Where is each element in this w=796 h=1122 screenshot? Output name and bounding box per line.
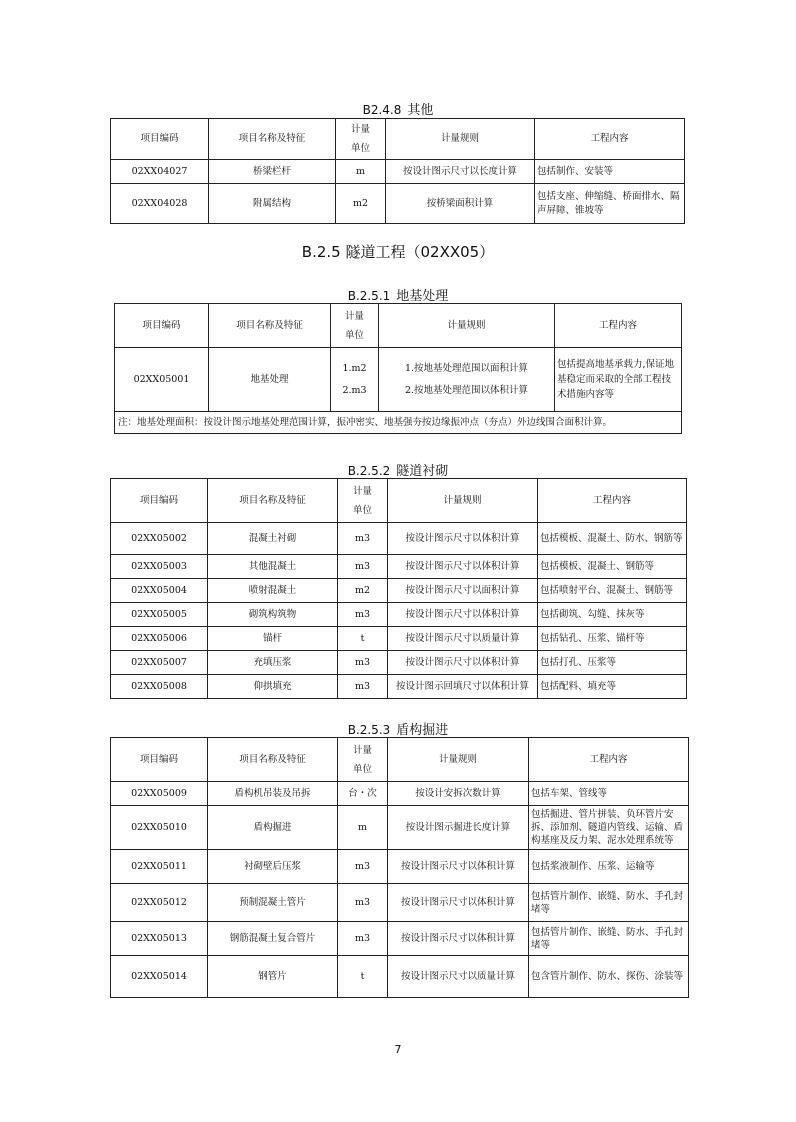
table-cell: 02XX04028 bbox=[111, 184, 209, 224]
caption-b252: B.2.5.2 隧道衬砌 bbox=[347, 464, 449, 479]
caption-b251: B.2.5.1 地基处理 bbox=[347, 289, 449, 304]
table-cell: 02XX05005 bbox=[111, 603, 208, 627]
table-cell: 包括模板、混凝土、防水、钢筋等 bbox=[538, 523, 687, 555]
table-header bbox=[111, 479, 687, 523]
table-cell: 计量 单位 bbox=[336, 119, 386, 160]
table-row bbox=[111, 782, 689, 806]
table-cell: 按设计图示尺寸以体积计算 bbox=[388, 603, 538, 627]
table-cell: 台・次 bbox=[338, 782, 388, 806]
table-cell: 按设计图示回填尺寸以体积计算 bbox=[388, 675, 538, 699]
table-cell: 包括提高地基承载力,保证地基稳定而采取的全部工程技术措施内容等 bbox=[555, 348, 682, 412]
table-cell: 衬砌壁后压浆 bbox=[208, 850, 338, 884]
table-header bbox=[111, 119, 685, 160]
table-row bbox=[111, 160, 685, 184]
table-cell: 按设计图示尺寸以体积计算 bbox=[388, 850, 529, 884]
table-cell: 工程内容 bbox=[529, 738, 689, 782]
table-cell: 锚杆 bbox=[208, 627, 338, 651]
table-cell: 按设计图示尺寸以体积计算 bbox=[388, 555, 538, 579]
table-cell: 包括管片制作、嵌缝、防水、手孔封堵等 bbox=[529, 884, 689, 922]
table-row bbox=[111, 627, 687, 651]
table-cell: m3 bbox=[338, 675, 388, 699]
table-cell: 项目编码 bbox=[111, 479, 208, 523]
table-cell: 按设计图示掘进长度计算 bbox=[388, 806, 529, 850]
table-cell: 包括喷射平台、混凝土、钢筋等 bbox=[538, 579, 687, 603]
table-b251 bbox=[114, 303, 682, 434]
table-cell: 02XX05003 bbox=[111, 555, 208, 579]
table-cell: 地基处理 bbox=[209, 348, 331, 412]
table-cell: 砌筑构筑物 bbox=[208, 603, 338, 627]
table-cell: 充填压浆 bbox=[208, 651, 338, 675]
table-cell: 工程内容 bbox=[535, 119, 685, 160]
table-cell: 混凝土衬砌 bbox=[208, 523, 338, 555]
table-cell: 按桥梁面积计算 bbox=[386, 184, 535, 224]
table-cell: m3 bbox=[338, 603, 388, 627]
table-cell: 包括车架、管线等 bbox=[529, 782, 689, 806]
table-cell: 按设计图示尺寸以体积计算 bbox=[388, 884, 529, 922]
table-cell: t bbox=[338, 627, 388, 651]
table-cell: 工程内容 bbox=[538, 479, 687, 523]
table-cell: 计量 单位 bbox=[338, 479, 388, 523]
table-cell: 项目名称及特征 bbox=[208, 738, 338, 782]
page-number: 7 bbox=[394, 1043, 402, 1056]
table-cell: 1.按地基处理范围以面积计算 2.按地基处理范围以体积计算 bbox=[379, 348, 555, 412]
table-cell: 包括支座、伸缩缝、桥面排水、隔声屏障、锥坡等 bbox=[535, 184, 685, 224]
table-row bbox=[115, 348, 682, 412]
table-cell: 计量规则 bbox=[388, 479, 538, 523]
table-cell: 按设计图示尺寸以体积计算 bbox=[388, 523, 538, 555]
table-cell: 桥梁栏杆 bbox=[209, 160, 336, 184]
table-cell: 02XX05001 bbox=[115, 348, 209, 412]
table-cell: 02XX04027 bbox=[111, 160, 209, 184]
table-cell: 计量 单位 bbox=[338, 738, 388, 782]
table-cell: 包括浆液制作、压浆、运输等 bbox=[529, 850, 689, 884]
table-cell: 注：地基处理面积：按设计图示地基处理范围计算，振冲密实、地基强夯按边缘振冲点（夯点）外边线围合面积计算。 bbox=[115, 412, 682, 434]
table-cell: m3 bbox=[338, 884, 388, 922]
table-cell: 包括掘进、管片拼装、负环管片安拆、添加剂、隧道内管线、运输、盾构基座及反力架、泥水处理系统等 bbox=[529, 806, 689, 850]
table-cell: 包括模板、混凝土、钢筋等 bbox=[538, 555, 687, 579]
table-cell: 项目编码 bbox=[111, 119, 209, 160]
table-row bbox=[111, 956, 689, 998]
table-cell: 按设计安拆次数计算 bbox=[388, 782, 529, 806]
table-cell: 按设计图示尺寸以面积计算 bbox=[388, 579, 538, 603]
table-row bbox=[111, 922, 689, 956]
caption-b248: B2.4.8 其他 bbox=[362, 103, 434, 118]
table-row bbox=[111, 184, 685, 224]
table-cell: 盾构机吊装及吊拆 bbox=[208, 782, 338, 806]
table-cell: 包括钻孔、压浆、锚杆等 bbox=[538, 627, 687, 651]
table-cell: 02XX05013 bbox=[111, 922, 208, 956]
table-cell: 项目编码 bbox=[111, 738, 208, 782]
section-heading: B.2.5 隧道工程（02XX05） bbox=[301, 243, 495, 261]
table-cell: 钢筋混凝土复合管片 bbox=[208, 922, 338, 956]
table-cell: 计量规则 bbox=[386, 119, 535, 160]
table-cell: m bbox=[336, 160, 386, 184]
table-cell: 02XX05006 bbox=[111, 627, 208, 651]
table-row bbox=[111, 603, 687, 627]
table-cell: 按设计图示尺寸以体积计算 bbox=[388, 922, 529, 956]
table-cell: 02XX05008 bbox=[111, 675, 208, 699]
table-cell: t bbox=[338, 956, 388, 998]
table-cell: 计量规则 bbox=[379, 304, 555, 348]
table-cell: 02XX05010 bbox=[111, 806, 208, 850]
table-cell: 1.m2 2.m3 bbox=[331, 348, 379, 412]
table-cell: m bbox=[338, 806, 388, 850]
table-cell: m3 bbox=[338, 850, 388, 884]
table-cell: 项目名称及特征 bbox=[208, 479, 338, 523]
table-cell: 包括制作、安装等 bbox=[535, 160, 685, 184]
table-cell: m3 bbox=[338, 523, 388, 555]
table-header bbox=[115, 304, 682, 348]
table-cell: m3 bbox=[338, 922, 388, 956]
table-cell: 02XX05007 bbox=[111, 651, 208, 675]
table-cell: 仰拱填充 bbox=[208, 675, 338, 699]
table-cell: 其他混凝土 bbox=[208, 555, 338, 579]
table-cell: 按设计图示尺寸以长度计算 bbox=[386, 160, 535, 184]
table-row bbox=[111, 884, 689, 922]
table-cell: 预制混凝土管片 bbox=[208, 884, 338, 922]
table-cell: 02XX05004 bbox=[111, 579, 208, 603]
table-cell: 项目名称及特征 bbox=[209, 304, 331, 348]
table-cell: 02XX05012 bbox=[111, 884, 208, 922]
table-cell: m2 bbox=[338, 579, 388, 603]
table-row bbox=[111, 675, 687, 699]
table-cell: 02XX05002 bbox=[111, 523, 208, 555]
table-cell: 项目名称及特征 bbox=[209, 119, 336, 160]
table-cell: 02XX05009 bbox=[111, 782, 208, 806]
table-note-row bbox=[115, 412, 682, 434]
table-row bbox=[111, 850, 689, 884]
caption-b253: B.2.5.3 盾构掘进 bbox=[347, 723, 449, 738]
table-cell: 包括砌筑、勾缝、抹灰等 bbox=[538, 603, 687, 627]
table-cell: 包括管片制作、嵌缝、防水、手孔封堵等 bbox=[529, 922, 689, 956]
table-cell: 盾构掘进 bbox=[208, 806, 338, 850]
table-cell: 包含管片制作、防水、探伤、涂装等 bbox=[529, 956, 689, 998]
table-cell: 计量 单位 bbox=[331, 304, 379, 348]
table-cell: 按设计图示尺寸以体积计算 bbox=[388, 651, 538, 675]
table-row bbox=[111, 806, 689, 850]
table-b252 bbox=[110, 478, 687, 699]
table-b248 bbox=[110, 118, 685, 224]
table-cell: 计量规则 bbox=[388, 738, 529, 782]
table-cell: 项目编码 bbox=[115, 304, 209, 348]
table-cell: m3 bbox=[338, 651, 388, 675]
table-cell: m2 bbox=[336, 184, 386, 224]
table-b253 bbox=[110, 737, 689, 998]
table-row bbox=[111, 579, 687, 603]
table-cell: 附属结构 bbox=[209, 184, 336, 224]
table-cell: 包括打孔、压浆等 bbox=[538, 651, 687, 675]
table-row bbox=[111, 555, 687, 579]
table-row bbox=[111, 523, 687, 555]
table-cell: 包括配料、填充等 bbox=[538, 675, 687, 699]
table-cell: 钢管片 bbox=[208, 956, 338, 998]
table-cell: 按设计图示尺寸以质量计算 bbox=[388, 627, 538, 651]
table-cell: m3 bbox=[338, 555, 388, 579]
table-cell: 02XX05011 bbox=[111, 850, 208, 884]
table-row bbox=[111, 651, 687, 675]
table-cell: 喷射混凝土 bbox=[208, 579, 338, 603]
table-cell: 02XX05014 bbox=[111, 956, 208, 998]
table-cell: 按设计图示尺寸以质量计算 bbox=[388, 956, 529, 998]
table-cell: 工程内容 bbox=[555, 304, 682, 348]
table-header bbox=[111, 738, 689, 782]
